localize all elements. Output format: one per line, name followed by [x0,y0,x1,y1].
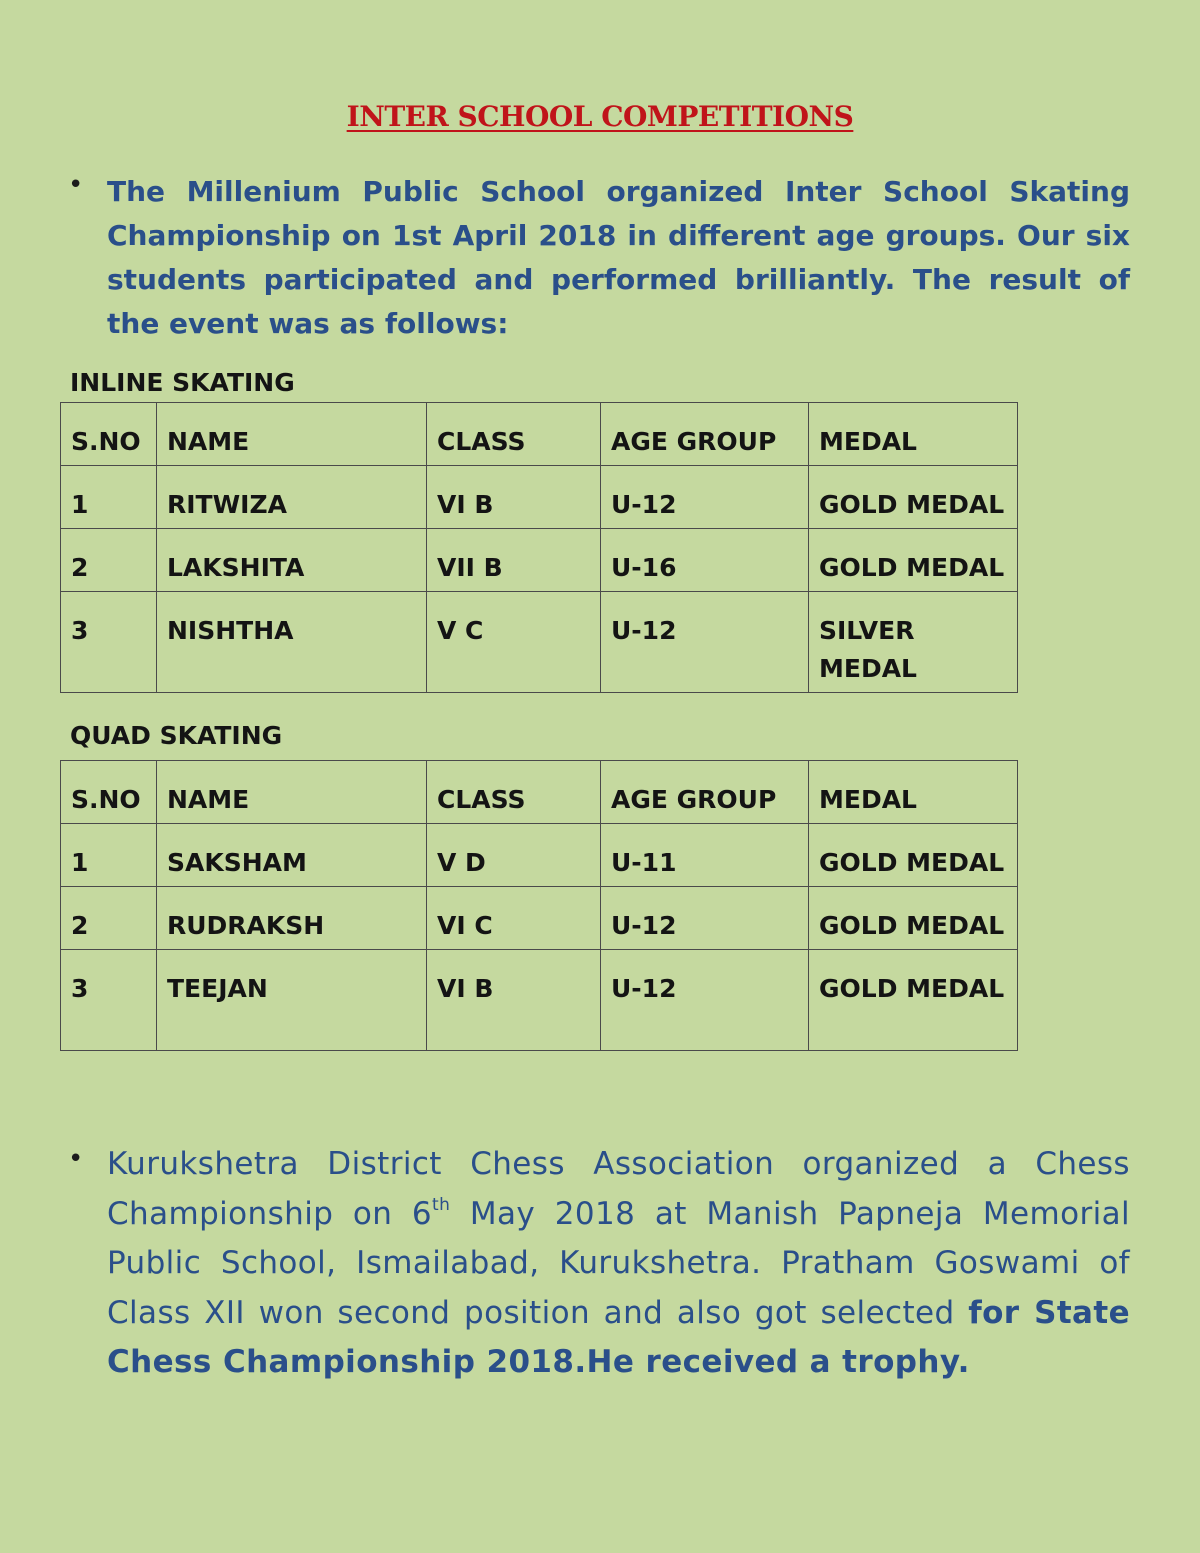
table-row [61,950,1018,1051]
cell-sno: 2 [61,529,157,592]
cell-class: VI B [427,466,601,529]
cell-sno: 1 [61,824,157,887]
quad-skating-table [60,760,1018,1051]
cell-class: VI C [427,887,601,950]
cell-medal: GOLD MEDAL [809,887,1018,950]
table-row [61,887,1018,950]
cell-age-group: U-12 [601,887,809,950]
chess-text-part1: Kurukshetra District Chess Association organized a Chess Championship on 6 [107,1146,1130,1232]
cell-name: NISHTHA [157,592,427,693]
table-row [61,466,1018,529]
ordinal-suffix: th [432,1194,451,1215]
header-name: NAME [157,403,427,466]
chess-text-part2: May 2018 at Manish Papneja Memorial Public School, Ismailabad, Kurukshetra. Pratham Goswami of Class XII won second position and also got selected [107,1195,1131,1331]
quad-skating-label: QUAD SKATING [70,721,283,750]
header-medal: MEDAL [809,761,1018,824]
table-header-row [61,403,1018,466]
cell-medal: GOLD MEDAL [809,950,1018,1051]
cell-age-group: U-12 [601,950,809,1051]
cell-sno: 1 [61,466,157,529]
chess-text-bold: for State Chess Championship 2018.He received a trophy. [107,1294,1130,1380]
cell-class: VI B [427,950,601,1051]
header-name: NAME [157,761,427,824]
header-sno: S.NO [61,403,157,466]
cell-age-group: U-16 [601,529,809,592]
cell-medal: GOLD MEDAL [809,466,1018,529]
cell-sno: 2 [61,887,157,950]
table-row [61,592,1018,693]
cell-sno: 3 [61,592,157,693]
header-medal: MEDAL [809,403,1018,466]
skating-paragraph [68,170,1130,346]
cell-name: RITWIZA [157,466,427,529]
cell-class: V C [427,592,601,693]
chess-paragraph [68,1140,1130,1388]
header-class: CLASS [427,403,601,466]
page-title: INTER SCHOOL COMPETITIONS [346,100,854,133]
header-sno: S.NO [61,761,157,824]
table-row [61,529,1018,592]
header-age-group: AGE GROUP [601,403,809,466]
cell-class: VII B [427,529,601,592]
bullet-dot-icon: • [68,170,84,200]
table-row [61,824,1018,887]
header-class: CLASS [427,761,601,824]
cell-medal: SILVER MEDAL [809,592,1018,693]
cell-medal: GOLD MEDAL [809,529,1018,592]
inline-skating-label: INLINE SKATING [70,368,295,397]
cell-class: V D [427,824,601,887]
inline-skating-table [60,402,1018,693]
cell-name: SAKSHAM [157,824,427,887]
bullet-dot-icon: • [68,1144,84,1174]
cell-age-group: U-12 [601,466,809,529]
cell-age-group: U-12 [601,592,809,693]
cell-medal: GOLD MEDAL [809,824,1018,887]
skating-paragraph-text: The Millenium Public School organized Inter School Skating Championship on 1st April 2018 in different age groups. Our six students participated and performed brilliantly. The result of the event was as follows: [107,175,1130,340]
cell-name: TEEJAN [157,950,427,1051]
cell-name: LAKSHITA [157,529,427,592]
header-age-group: AGE GROUP [601,761,809,824]
cell-sno: 3 [61,950,157,1051]
chess-paragraph-text [107,1140,1130,1388]
cell-name: RUDRAKSH [157,887,427,950]
table-header-row [61,761,1018,824]
cell-age-group: U-11 [601,824,809,887]
